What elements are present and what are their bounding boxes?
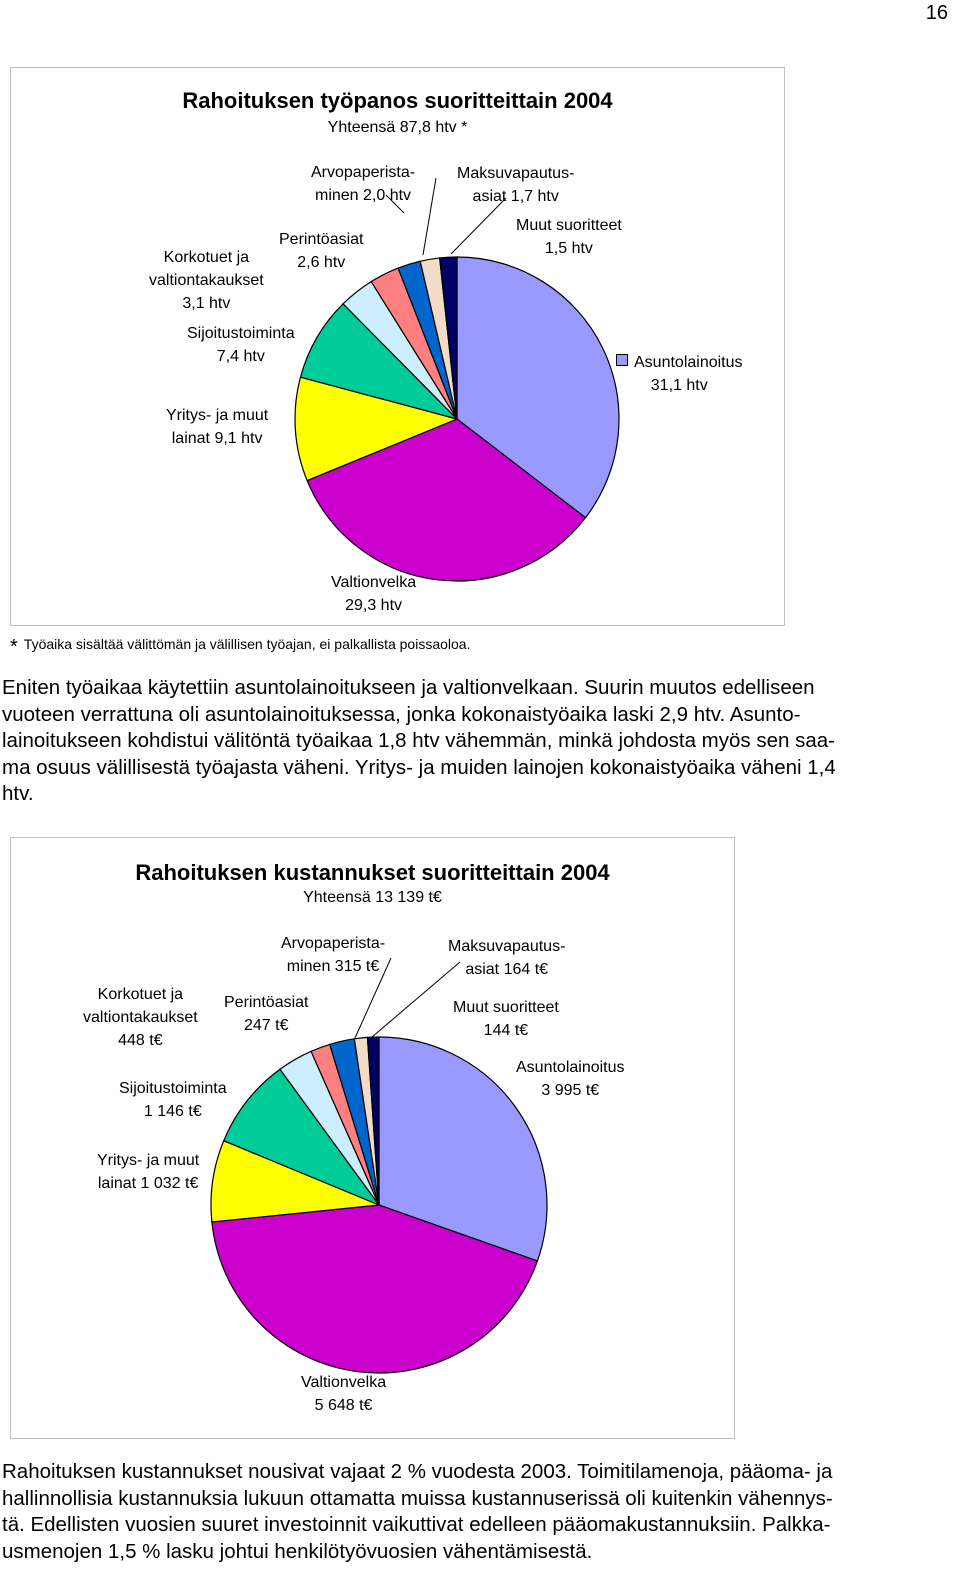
label-perintoasiat: Perintöasiat 247 t€ — [224, 994, 309, 1034]
label-sijoitustoiminta: Sijoitustoiminta 1 146 t€ — [119, 1080, 227, 1120]
label-valtionvelka: Valtionvelka 5 648 t€ — [301, 1374, 387, 1414]
label-korkotuet: Korkotuet ja valtiontakaukset 448 t€ — [83, 986, 198, 1049]
label-maksuvapautus: Maksuvapautus- asiat 1,7 htv — [457, 165, 575, 205]
label-yritys: Yritys- ja muut lainat 1 032 t€ — [97, 1152, 200, 1192]
chart-subtitle: Yhteensä 13 139 t€ — [303, 889, 442, 906]
chart-costs — [10, 837, 735, 1439]
label-muut: Muut suoritteet 144 t€ — [453, 999, 559, 1039]
label-asuntolainoitus: Asuntolainoitus 3 995 t€ — [516, 1059, 625, 1099]
page-number: 16 — [925, 2, 948, 24]
chart-subtitle: Yhteensä 87,8 htv * — [327, 119, 468, 136]
label-perintoasiat: Perintöasiat 2,6 htv — [279, 231, 364, 271]
leader-line — [423, 178, 436, 255]
pie-plot — [11, 838, 734, 1438]
label-muut: Muut suoritteet 1,5 htv — [516, 217, 622, 257]
label-maksuvapautus: Maksuvapautus- asiat 164 t€ — [448, 938, 566, 978]
label-valtionvelka: Valtionvelka 29,3 htv — [331, 574, 417, 614]
pie-plot — [11, 68, 784, 625]
chart-workload — [10, 67, 785, 626]
label-sijoitustoiminta: Sijoitustoiminta 7,4 htv — [187, 325, 295, 365]
legend-swatch — [616, 354, 628, 366]
label-arvopaperistaminen: Arvopaperista- minen 2,0 htv — [311, 164, 416, 204]
footnote: * Työaika sisältää välittömän ja välillisen työajan, ei palkallista poissaoloa. — [10, 636, 471, 658]
label-arvopaperistaminen: Arvopaperista- minen 315 t€ — [281, 935, 386, 975]
chart-title: Rahoituksen kustannukset suoritteittain 2004 — [135, 860, 610, 885]
label-korkotuet: Korkotuet ja valtiontakaukset 3,1 htv — [149, 249, 264, 312]
paragraph-workload: Eniten työaikaa käytettiin asuntolainoitukseen ja valtionvelkaan. Suurin muutos edelliseen vuoteen verrattuna oli asuntolainoituksessa, jonka kokonaistyöaika laski 2,9 htv. Asunto- lainoitukseen kohdistui välitöntä työaikaa 1,8 htv vähemmän, minkä johdosta myös sen saa- ma osuus välillisestä työajasta väheni. Yritys- ja muiden lainojen kokonaistyöaika väheni 1,4 htv. — [2, 676, 836, 805]
chart-title: Rahoituksen työpanos suoritteittain 2004 — [182, 88, 613, 113]
leader-line — [372, 962, 460, 1037]
label-asuntolainoitus: Asuntolainoitus 31,1 htv — [616, 351, 743, 397]
label-yritys: Yritys- ja muut lainat 9,1 htv — [166, 407, 269, 447]
paragraph-costs: Rahoituksen kustannukset nousivat vajaat 2 % vuodesta 2003. Toimitilamenoja, pääoma- ja hallinnollisia kustannuksia lukuun ottamatta muissa kustannuserissä oli kuitenkin vähennys- tä. Edellisten vuosien suuret investoinnit vaikuttivat edelleen pääomakustannuksiin. Palkka- usmenojen 1,5 % lasku johtui henkilötyövuosien vähentämisestä. — [2, 1460, 833, 1563]
